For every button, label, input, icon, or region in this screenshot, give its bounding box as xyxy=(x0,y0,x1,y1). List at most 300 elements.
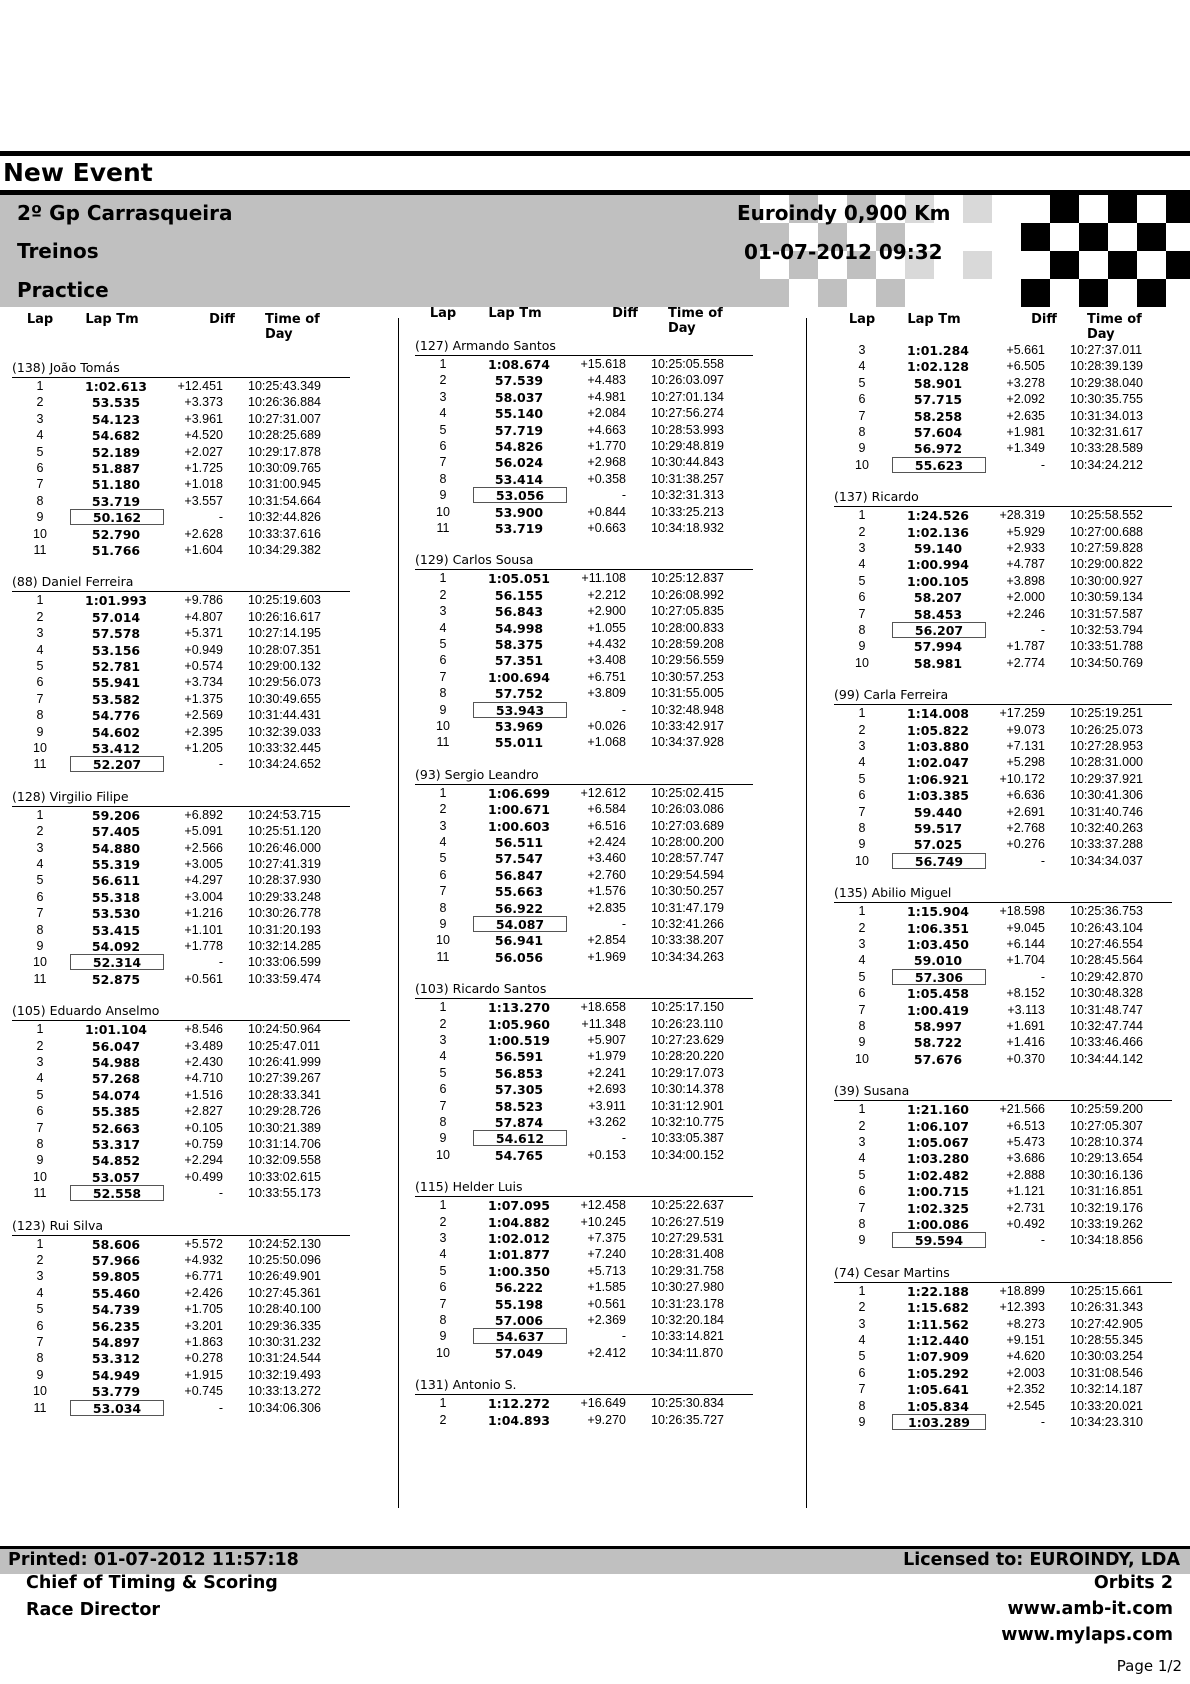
lap-number: 7 xyxy=(858,606,866,621)
lap-time: 56.847 xyxy=(494,867,544,883)
lap-number: 1 xyxy=(439,1198,447,1213)
lap-row xyxy=(413,949,788,966)
lap-diff: +1.981 xyxy=(1006,425,1045,439)
lap-row xyxy=(832,754,1190,771)
lap-row xyxy=(10,542,385,559)
lap-number: 2 xyxy=(36,609,44,624)
lap-diff: +0.574 xyxy=(184,659,223,673)
lap-time: 57.604 xyxy=(913,425,963,440)
lap-diff: +6.144 xyxy=(1006,937,1045,951)
lap-number: 4 xyxy=(858,1333,866,1347)
lap-number: 5 xyxy=(36,873,44,888)
lap-time: 53.719 xyxy=(91,493,141,509)
lap-row xyxy=(413,883,788,900)
lap-row xyxy=(413,932,788,949)
lap-time: 1:01.877 xyxy=(488,1247,550,1263)
lap-time: 51.180 xyxy=(91,477,141,493)
time-of-day: 10:28:53.993 xyxy=(651,422,724,437)
lap-number: 8 xyxy=(858,1019,866,1033)
lap-number: 7 xyxy=(36,1120,44,1135)
time-of-day: 10:34:34.263 xyxy=(651,949,724,964)
lap-number: 7 xyxy=(36,691,44,706)
lap-number: 10 xyxy=(855,1051,869,1066)
lap-number: 7 xyxy=(858,1002,866,1017)
time-of-day: 10:33:37.616 xyxy=(248,526,321,541)
lap-number: 4 xyxy=(36,1285,44,1300)
lap-number: 4 xyxy=(36,1071,44,1086)
time-of-day: 10:33:20.021 xyxy=(1070,1398,1143,1413)
lap-number: 1 xyxy=(439,1396,447,1411)
lap-number: 1 xyxy=(439,1000,447,1015)
lap-diff: +2.693 xyxy=(587,1082,626,1097)
time-of-day: 10:27:56.274 xyxy=(651,406,724,421)
lap-time: 1:14.008 xyxy=(907,706,969,722)
lap-row xyxy=(832,1183,1190,1200)
lap-number: 10 xyxy=(855,457,869,472)
lap-number: 8 xyxy=(858,1217,866,1231)
lap-diff: +0.358 xyxy=(587,471,626,486)
time-of-day: 10:29:42.870 xyxy=(1070,969,1143,984)
column-header xyxy=(832,312,1190,342)
lap-diff: +4.981 xyxy=(587,389,626,404)
lap-row xyxy=(10,394,385,411)
time-of-day: 10:28:31.408 xyxy=(651,1247,724,1262)
flag-square xyxy=(963,195,992,223)
lap-row xyxy=(10,674,385,691)
lap-number: 9 xyxy=(439,1329,447,1344)
lap-number: 3 xyxy=(858,343,866,357)
time-of-day: 10:32:19.493 xyxy=(248,1367,321,1382)
flag-square xyxy=(905,279,934,307)
time-of-day: 10:25:47.011 xyxy=(248,1038,321,1053)
lap-time: 51.887 xyxy=(91,461,141,476)
lap-row xyxy=(10,938,385,955)
lap-number: 4 xyxy=(858,953,866,968)
lap-diff: +5.473 xyxy=(1006,1135,1045,1149)
lap-number: 9 xyxy=(36,1153,44,1168)
time-of-day: 10:33:13.272 xyxy=(248,1384,321,1399)
time-of-day: 10:30:48.328 xyxy=(1070,986,1143,1001)
lap-diff: +9.151 xyxy=(1006,1333,1045,1347)
lap-number: 4 xyxy=(439,620,447,635)
lap-diff: +2.426 xyxy=(184,1285,223,1300)
lap-diff: +2.545 xyxy=(1006,1398,1045,1413)
lap-time: 1:15.904 xyxy=(907,904,969,920)
lap-row xyxy=(10,1185,385,1202)
driver-name: (99) Carla Ferreira xyxy=(834,687,949,703)
time-of-day: 10:27:28.953 xyxy=(1070,739,1143,753)
lap-row xyxy=(413,356,788,373)
lap-row xyxy=(832,804,1190,821)
lap-row xyxy=(10,971,385,988)
lap-time: 55.011 xyxy=(494,735,544,751)
results-column-3 xyxy=(832,312,1190,1508)
time-of-day: 10:26:03.097 xyxy=(651,373,724,388)
lap-time: 57.014 xyxy=(91,609,141,625)
time-of-day: 10:32:40.263 xyxy=(1070,821,1143,835)
lap-diff: +1.604 xyxy=(184,543,223,557)
lap-diff: +2.246 xyxy=(1006,606,1045,621)
lap-number: 6 xyxy=(858,392,866,407)
time-of-day: 10:30:35.755 xyxy=(1070,392,1143,407)
lap-row xyxy=(413,718,788,735)
lap-row xyxy=(10,823,385,840)
top-rule xyxy=(0,151,1190,156)
lap-diff: +3.373 xyxy=(184,395,223,410)
lap-number: 7 xyxy=(858,408,866,423)
header-diff: Diff xyxy=(209,312,235,327)
lap-number: 3 xyxy=(36,411,44,426)
lap-time: 1:04.893 xyxy=(488,1412,550,1428)
time-of-day: 10:31:20.193 xyxy=(248,922,321,937)
lap-diff: - xyxy=(621,702,626,717)
lap-time: 56.511 xyxy=(494,835,544,850)
lap-number: 10 xyxy=(33,955,47,970)
lap-time: 57.049 xyxy=(494,1345,544,1361)
lap-diff: +1.704 xyxy=(1006,953,1045,968)
lap-time: 59.805 xyxy=(91,1269,141,1285)
lap-diff: +28.319 xyxy=(999,508,1045,523)
lap-time: 57.715 xyxy=(913,392,963,408)
lap-diff: +0.370 xyxy=(1006,1051,1045,1066)
lap-diff: +0.745 xyxy=(184,1384,223,1399)
lap-diff: +2.835 xyxy=(587,900,626,915)
lap-diff: +2.395 xyxy=(184,724,223,739)
time-of-day: 10:30:57.253 xyxy=(651,669,724,684)
lap-row xyxy=(832,1232,1190,1249)
time-of-day: 10:29:28.726 xyxy=(248,1104,321,1119)
lap-diff: - xyxy=(1040,853,1045,868)
time-of-day: 10:34:50.769 xyxy=(1070,655,1143,670)
lap-row xyxy=(413,1345,788,1362)
best-lap-time: 52.558 xyxy=(70,1185,164,1201)
lap-number: 9 xyxy=(439,488,447,503)
best-lap-time: 52.207 xyxy=(70,756,164,772)
lap-number: 10 xyxy=(855,853,869,868)
time-of-day: 10:27:45.361 xyxy=(248,1285,321,1300)
lap-diff: - xyxy=(218,1400,223,1415)
lap-number: 6 xyxy=(439,1082,447,1097)
lap-time: 59.206 xyxy=(91,807,141,823)
flag-square xyxy=(963,251,992,279)
time-of-day: 10:31:38.257 xyxy=(651,471,724,486)
lap-diff: +9.073 xyxy=(1006,722,1045,737)
lap-number: 9 xyxy=(858,1233,866,1248)
lap-time: 53.900 xyxy=(494,504,544,520)
lap-time: 58.375 xyxy=(494,637,544,652)
lap-row xyxy=(832,424,1190,441)
flag-square xyxy=(1079,223,1108,251)
lap-row xyxy=(832,969,1190,986)
time-of-day: 10:34:18.932 xyxy=(651,521,724,535)
flag-square xyxy=(1108,195,1137,223)
lap-row xyxy=(413,620,788,637)
lap-time: 54.998 xyxy=(494,620,544,636)
lap-number: 5 xyxy=(439,1065,447,1080)
lap-row xyxy=(832,589,1190,606)
header-lap: Lap xyxy=(26,312,54,327)
lap-time: 57.405 xyxy=(91,824,141,840)
lap-row xyxy=(832,1398,1190,1415)
lap-diff: - xyxy=(1040,969,1045,984)
time-of-day: 10:33:06.599 xyxy=(248,955,321,970)
lap-diff: +4.483 xyxy=(587,373,626,388)
lap-time: 59.010 xyxy=(913,953,963,969)
lap-number: 2 xyxy=(439,587,447,602)
lap-diff: +2.900 xyxy=(587,604,626,619)
lap-number: 1 xyxy=(858,904,866,919)
lap-number: 2 xyxy=(858,1118,866,1133)
lap-diff: +12.458 xyxy=(580,1198,626,1213)
best-lap-time: 54.637 xyxy=(473,1328,567,1344)
lap-number: 4 xyxy=(439,1049,447,1064)
website-mylaps[interactable]: www.mylaps.com xyxy=(1001,1625,1173,1645)
lap-time: 54.880 xyxy=(91,840,141,856)
time-of-day: 10:30:59.134 xyxy=(1070,590,1143,605)
lap-diff: +2.000 xyxy=(1006,590,1045,605)
time-of-day: 10:30:50.257 xyxy=(651,884,724,899)
time-of-day: 10:28:55.345 xyxy=(1070,1333,1143,1347)
time-of-day: 10:33:28.589 xyxy=(1070,441,1143,456)
time-of-day: 10:25:30.834 xyxy=(651,1396,724,1411)
lap-time: 57.676 xyxy=(913,1051,963,1067)
lap-time: 53.312 xyxy=(91,1351,141,1367)
lap-row xyxy=(10,411,385,428)
lap-time: 57.994 xyxy=(913,639,963,655)
lap-row xyxy=(832,936,1190,953)
lap-number: 9 xyxy=(36,1367,44,1382)
time-of-day: 10:32:09.558 xyxy=(248,1153,321,1168)
driver-name: (129) Carlos Sousa xyxy=(415,552,534,568)
lap-diff: +1.969 xyxy=(587,949,626,964)
lap-time: 55.385 xyxy=(91,1104,141,1120)
lap-row xyxy=(832,1365,1190,1382)
lap-time: 58.997 xyxy=(913,1019,963,1034)
lap-diff: +1.691 xyxy=(1006,1019,1045,1033)
flag-square xyxy=(1050,223,1079,251)
time-of-day: 10:28:00.833 xyxy=(651,620,724,635)
flag-square xyxy=(963,279,992,307)
lap-number: 5 xyxy=(858,969,866,984)
time-of-day: 10:29:38.040 xyxy=(1070,375,1143,390)
lap-row xyxy=(832,507,1190,524)
lap-diff: - xyxy=(1040,623,1045,637)
header-diff: Diff xyxy=(612,306,638,321)
lap-row xyxy=(832,606,1190,623)
lap-number: 1 xyxy=(36,1022,44,1037)
time-of-day: 10:27:42.905 xyxy=(1070,1316,1143,1331)
lap-diff: +4.620 xyxy=(1006,1349,1045,1364)
lap-number: 8 xyxy=(858,623,866,637)
lap-time: 1:02.128 xyxy=(907,359,969,375)
flag-square xyxy=(934,279,963,307)
lap-time: 57.874 xyxy=(494,1115,544,1130)
lap-time: 1:03.280 xyxy=(907,1151,969,1167)
lap-row xyxy=(832,787,1190,804)
lap-time: 55.663 xyxy=(494,884,544,900)
lap-diff: +2.084 xyxy=(587,406,626,421)
time-of-day: 10:30:27.980 xyxy=(651,1280,724,1295)
lap-diff: +8.546 xyxy=(184,1022,223,1037)
best-lap-time: 54.612 xyxy=(473,1130,567,1146)
lap-diff: +8.273 xyxy=(1006,1316,1045,1331)
lap-row xyxy=(832,540,1190,557)
lap-time: 56.056 xyxy=(494,949,544,965)
time-of-day: 10:28:40.100 xyxy=(248,1302,321,1317)
lap-diff: +6.892 xyxy=(184,807,223,822)
lap-number: 7 xyxy=(439,455,447,470)
lap-number: 2 xyxy=(36,395,44,410)
lap-number: 3 xyxy=(439,1033,447,1047)
time-of-day: 10:28:10.374 xyxy=(1070,1135,1143,1149)
lap-diff: +11.108 xyxy=(581,571,626,586)
flag-square xyxy=(789,279,818,307)
flag-square xyxy=(1166,251,1190,279)
lap-diff: +2.027 xyxy=(184,444,223,459)
lap-row xyxy=(832,358,1190,375)
lap-diff: +3.911 xyxy=(588,1098,626,1113)
lap-diff: +10.172 xyxy=(999,771,1045,786)
flag-square xyxy=(1137,195,1166,223)
lap-row xyxy=(10,1334,385,1351)
lap-diff: +1.725 xyxy=(184,461,223,475)
lap-row xyxy=(832,1283,1190,1300)
time-of-day: 10:31:48.747 xyxy=(1070,1002,1143,1017)
driver-name: (105) Eduardo Anselmo xyxy=(12,1003,160,1019)
lap-diff: +15.618 xyxy=(580,357,626,371)
time-of-day: 10:31:08.546 xyxy=(1070,1365,1143,1380)
lap-time: 56.235 xyxy=(91,1318,141,1334)
time-of-day: 10:32:48.948 xyxy=(651,702,724,717)
lap-diff: +18.899 xyxy=(999,1283,1045,1298)
lap-row xyxy=(413,734,788,751)
lap-row xyxy=(832,1316,1190,1333)
lap-row xyxy=(10,756,385,773)
lap-row xyxy=(10,658,385,675)
time-of-day: 10:34:06.306 xyxy=(248,1400,321,1415)
lap-number: 2 xyxy=(439,1214,447,1229)
lap-time: 1:00.350 xyxy=(488,1263,550,1279)
lap-diff: +3.005 xyxy=(184,857,223,871)
lap-diff: +0.759 xyxy=(184,1137,223,1151)
lap-diff: +9.270 xyxy=(587,1412,626,1427)
lap-row xyxy=(10,1285,385,1302)
lap-time: 56.941 xyxy=(494,933,544,949)
lap-row xyxy=(413,422,788,439)
header-time-of-day: Time of Day xyxy=(668,306,723,336)
lap-number: 2 xyxy=(36,1038,44,1053)
lap-number: 5 xyxy=(858,1167,866,1182)
time-of-day: 10:30:03.254 xyxy=(1070,1349,1143,1364)
lap-diff: +3.113 xyxy=(1007,1002,1045,1017)
lap-number: 5 xyxy=(858,573,866,588)
lap-row xyxy=(413,520,788,537)
lap-diff: +2.827 xyxy=(184,1104,223,1119)
lap-number: 3 xyxy=(858,1135,866,1149)
lap-diff: +1.018 xyxy=(184,477,223,492)
lap-diff: +1.055 xyxy=(587,620,626,635)
lap-time: 56.972 xyxy=(913,441,963,457)
lap-row xyxy=(832,771,1190,788)
lap-diff: +0.492 xyxy=(1006,1217,1045,1231)
lap-row xyxy=(832,985,1190,1002)
best-lap-time: 53.056 xyxy=(473,487,567,503)
driver-name: (128) Virgilio Filipe xyxy=(12,788,129,804)
lap-time: 54.949 xyxy=(91,1367,141,1383)
time-of-day: 10:32:31.617 xyxy=(1070,425,1143,439)
lap-time: 57.305 xyxy=(494,1082,544,1098)
website-amb[interactable]: www.amb-it.com xyxy=(1007,1599,1173,1619)
time-of-day: 10:26:23.110 xyxy=(651,1016,724,1031)
lap-diff: +6.513 xyxy=(1006,1118,1045,1133)
lap-time: 59.440 xyxy=(913,804,963,820)
lap-time: 55.460 xyxy=(91,1285,141,1301)
lap-row xyxy=(10,691,385,708)
lap-diff: +1.778 xyxy=(184,939,223,953)
time-of-day: 10:32:19.176 xyxy=(1070,1200,1143,1215)
lap-diff: - xyxy=(218,955,223,970)
lap-number: 5 xyxy=(858,1349,866,1364)
results-column-1 xyxy=(10,312,385,1508)
lap-row xyxy=(10,1318,385,1335)
lap-row xyxy=(413,818,788,835)
time-of-day: 10:32:47.744 xyxy=(1070,1019,1143,1033)
best-lap-time: 52.314 xyxy=(70,954,164,970)
time-of-day: 10:31:55.005 xyxy=(651,686,724,701)
flag-square xyxy=(963,223,992,251)
flag-square xyxy=(1050,279,1079,307)
lap-number: 2 xyxy=(858,524,866,539)
lap-time: 1:05.834 xyxy=(907,1398,969,1414)
lap-diff: +3.734 xyxy=(184,675,223,690)
lap-number: 8 xyxy=(36,1137,44,1151)
lap-number: 4 xyxy=(439,1247,447,1262)
lap-diff: +1.216 xyxy=(184,906,223,921)
time-of-day: 10:33:38.207 xyxy=(651,933,724,948)
time-of-day: 10:25:02.415 xyxy=(651,785,724,800)
time-of-day: 10:29:36.335 xyxy=(248,1318,321,1333)
lap-row xyxy=(10,625,385,642)
lap-row xyxy=(10,592,385,609)
lap-time: 52.189 xyxy=(91,444,141,460)
lap-row xyxy=(10,1152,385,1169)
lap-time: 52.781 xyxy=(91,659,141,674)
lap-diff: +2.092 xyxy=(1006,392,1045,407)
lap-time: 59.517 xyxy=(913,821,963,836)
lap-row xyxy=(832,1348,1190,1365)
lap-number: 1 xyxy=(36,379,44,393)
lap-time: 52.875 xyxy=(91,971,141,987)
lap-time: 53.057 xyxy=(91,1169,141,1185)
time-of-day: 10:29:17.878 xyxy=(248,444,321,459)
lap-number: 6 xyxy=(858,1365,866,1380)
column-header xyxy=(413,306,788,336)
page-number: Page 1/2 xyxy=(1116,1657,1182,1675)
lap-time: 1:12.440 xyxy=(907,1333,969,1348)
time-of-day: 10:27:39.267 xyxy=(248,1071,321,1086)
lap-diff: +3.489 xyxy=(184,1038,223,1053)
lap-time: 54.897 xyxy=(91,1335,141,1350)
time-of-day: 10:33:46.466 xyxy=(1070,1035,1143,1050)
lap-row xyxy=(413,1081,788,1098)
lap-number: 9 xyxy=(36,939,44,953)
race-director: Race Director xyxy=(26,1600,161,1620)
lap-number: 6 xyxy=(439,439,447,453)
lap-number: 10 xyxy=(855,655,869,670)
time-of-day: 10:32:10.775 xyxy=(651,1115,724,1129)
lap-row xyxy=(10,1087,385,1104)
lap-row xyxy=(413,1312,788,1329)
